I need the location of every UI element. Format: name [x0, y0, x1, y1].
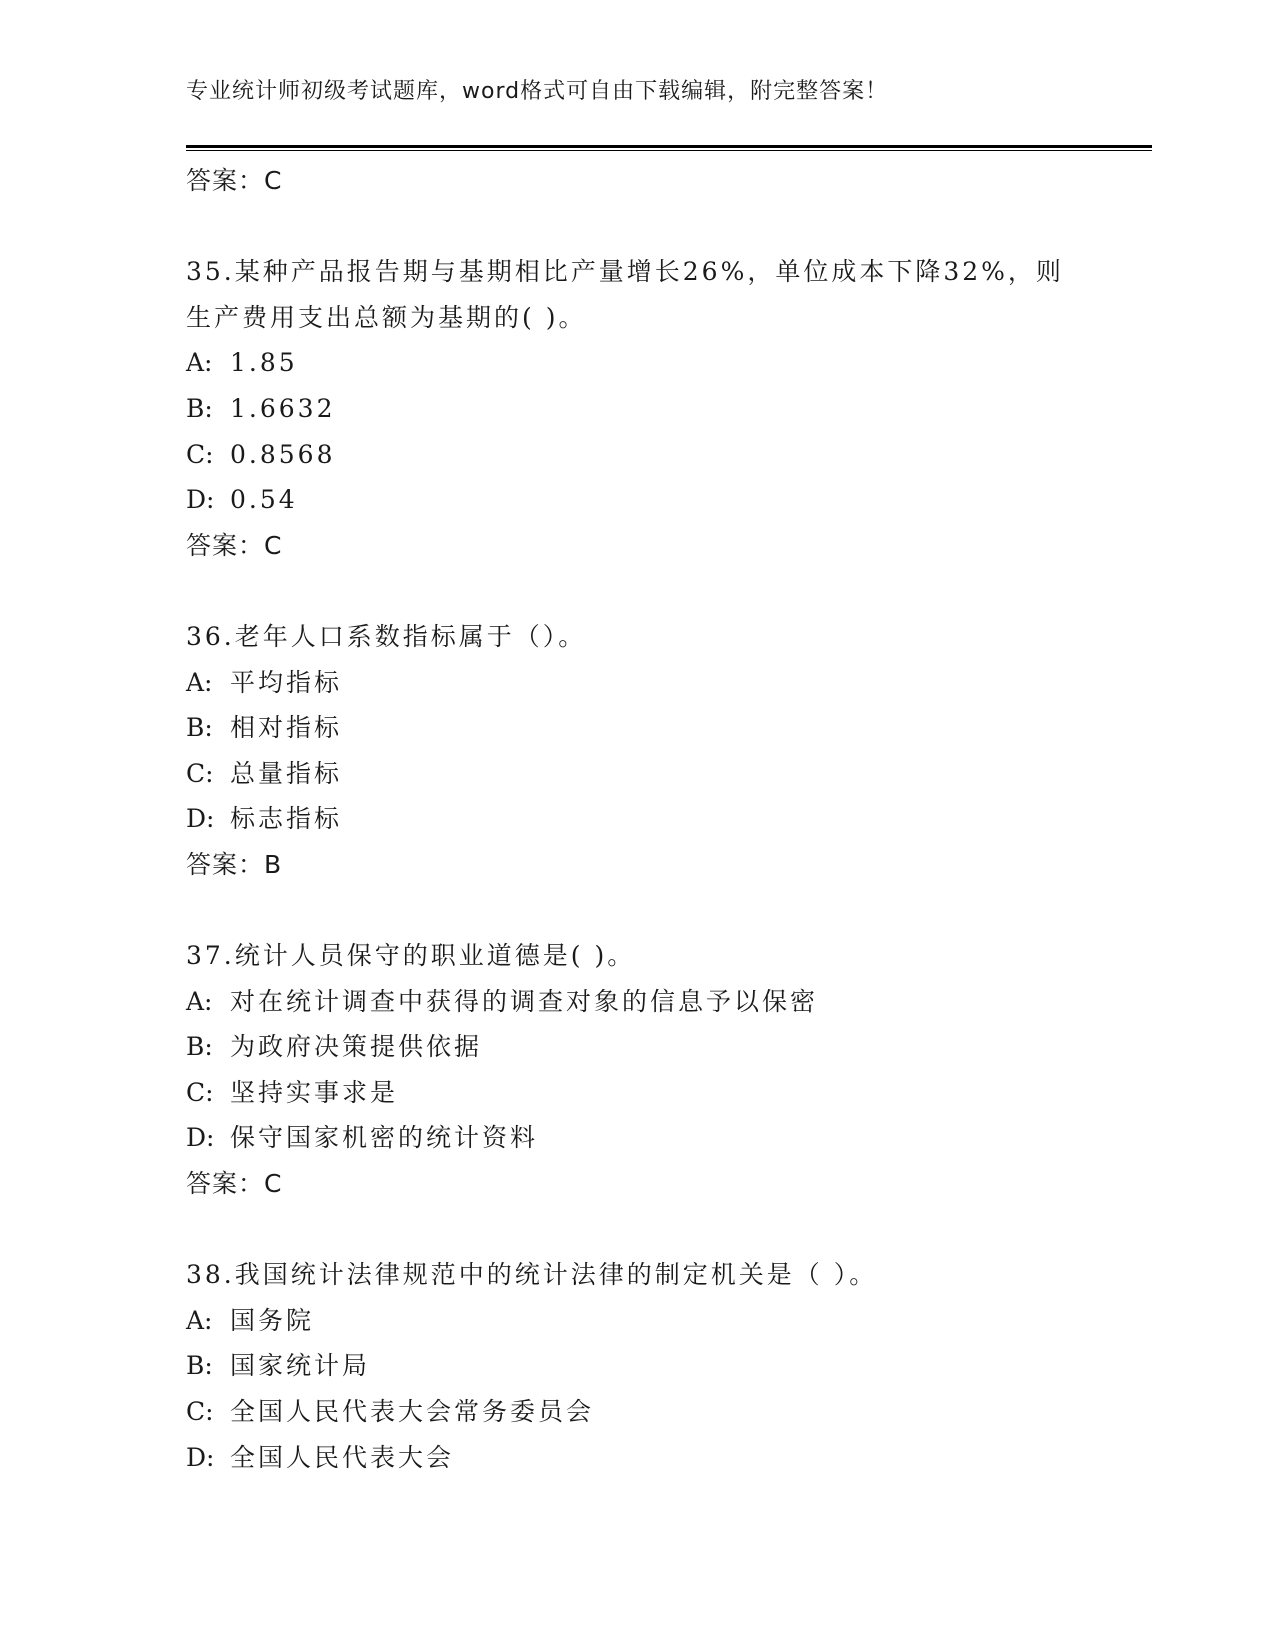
option-text: 对在统计调查中获得的调查对象的信息予以保密: [230, 986, 819, 1016]
question-36: [186, 614, 1146, 888]
option-a: [186, 340, 1146, 386]
option-letter: B:: [186, 393, 213, 423]
option-letter: B:: [186, 1032, 213, 1062]
header-divider-thick: [186, 145, 1152, 148]
option-a: [186, 979, 1146, 1025]
option-letter: D:: [186, 485, 215, 515]
option-d: [186, 1435, 1146, 1481]
option-letter: D:: [186, 1123, 215, 1153]
answer-line: 答案：C: [186, 1169, 283, 1199]
option-text: 相对指标: [230, 713, 343, 743]
option-a: [186, 1298, 1146, 1344]
option-letter: C:: [186, 439, 214, 469]
question-38: [186, 1252, 1146, 1480]
option-letter: D:: [186, 804, 215, 834]
option-text: 全国人民代表大会: [230, 1442, 455, 1472]
option-letter: D:: [186, 1442, 215, 1472]
answer-line: 答案：C: [186, 166, 283, 195]
option-c: [186, 432, 1146, 478]
option-text: 国务院: [230, 1305, 315, 1335]
spacer: [186, 204, 1146, 250]
option-text: 0.54: [230, 485, 298, 515]
option-letter: A:: [186, 348, 213, 378]
option-text: 0.8568: [230, 439, 336, 469]
answer-line: 答案：B: [186, 849, 283, 879]
option-letter: A:: [186, 986, 213, 1016]
option-letter: B:: [186, 1351, 213, 1381]
option-c: [186, 1070, 1146, 1116]
option-text: 全国人民代表大会常务委员会: [230, 1397, 595, 1427]
question-stem: 38.我国统计法律规范中的统计法律的制定机关是（ ）。: [186, 1260, 878, 1290]
option-b: [186, 1343, 1146, 1389]
answer-line: 答案：C: [186, 530, 283, 560]
option-b: [186, 1024, 1146, 1070]
option-letter: B:: [186, 713, 213, 743]
question-list: [186, 158, 1146, 1480]
question-stem: 生产费用支出总额为基期的( )。: [186, 302, 587, 332]
option-text: 平均指标: [230, 667, 343, 697]
option-text: 1.6632: [230, 393, 336, 423]
option-c: [186, 751, 1146, 797]
question-37: [186, 933, 1146, 1207]
option-letter: C:: [186, 1397, 214, 1427]
spacer: [186, 1207, 1146, 1253]
question-stem: 36.老年人口系数指标属于（）。: [186, 621, 587, 651]
spacer: [186, 568, 1146, 614]
option-d: [186, 477, 1146, 523]
option-a: [186, 660, 1146, 706]
option-b: [186, 705, 1146, 751]
question-stem: 35.某种产品报告期与基期相比产量增长26%，单位成本下降32%，则: [186, 257, 1064, 287]
option-text: 标志指标: [230, 804, 343, 834]
option-letter: A:: [186, 667, 213, 697]
option-d: [186, 1115, 1146, 1161]
option-text: 国家统计局: [230, 1351, 371, 1381]
question-35: [186, 249, 1146, 568]
option-letter: C:: [186, 1077, 214, 1107]
header-divider-thin: [186, 150, 1152, 151]
option-text: 保守国家机密的统计资料: [230, 1123, 539, 1153]
option-text: 总量指标: [230, 758, 343, 788]
option-text: 为政府决策提供依据: [230, 1032, 483, 1062]
option-c: [186, 1389, 1146, 1435]
option-text: 1.85: [230, 348, 298, 378]
option-b: [186, 386, 1146, 432]
option-d: [186, 796, 1146, 842]
option-letter: C:: [186, 758, 214, 788]
spacer: [186, 888, 1146, 934]
option-letter: A:: [186, 1305, 213, 1335]
question-stem: 37.统计人员保守的职业道德是( )。: [186, 941, 636, 971]
option-text: 坚持实事求是: [230, 1077, 399, 1107]
page-header: 专业统计师初级考试题库，word格式可自由下载编辑，附完整答案！: [186, 79, 889, 104]
